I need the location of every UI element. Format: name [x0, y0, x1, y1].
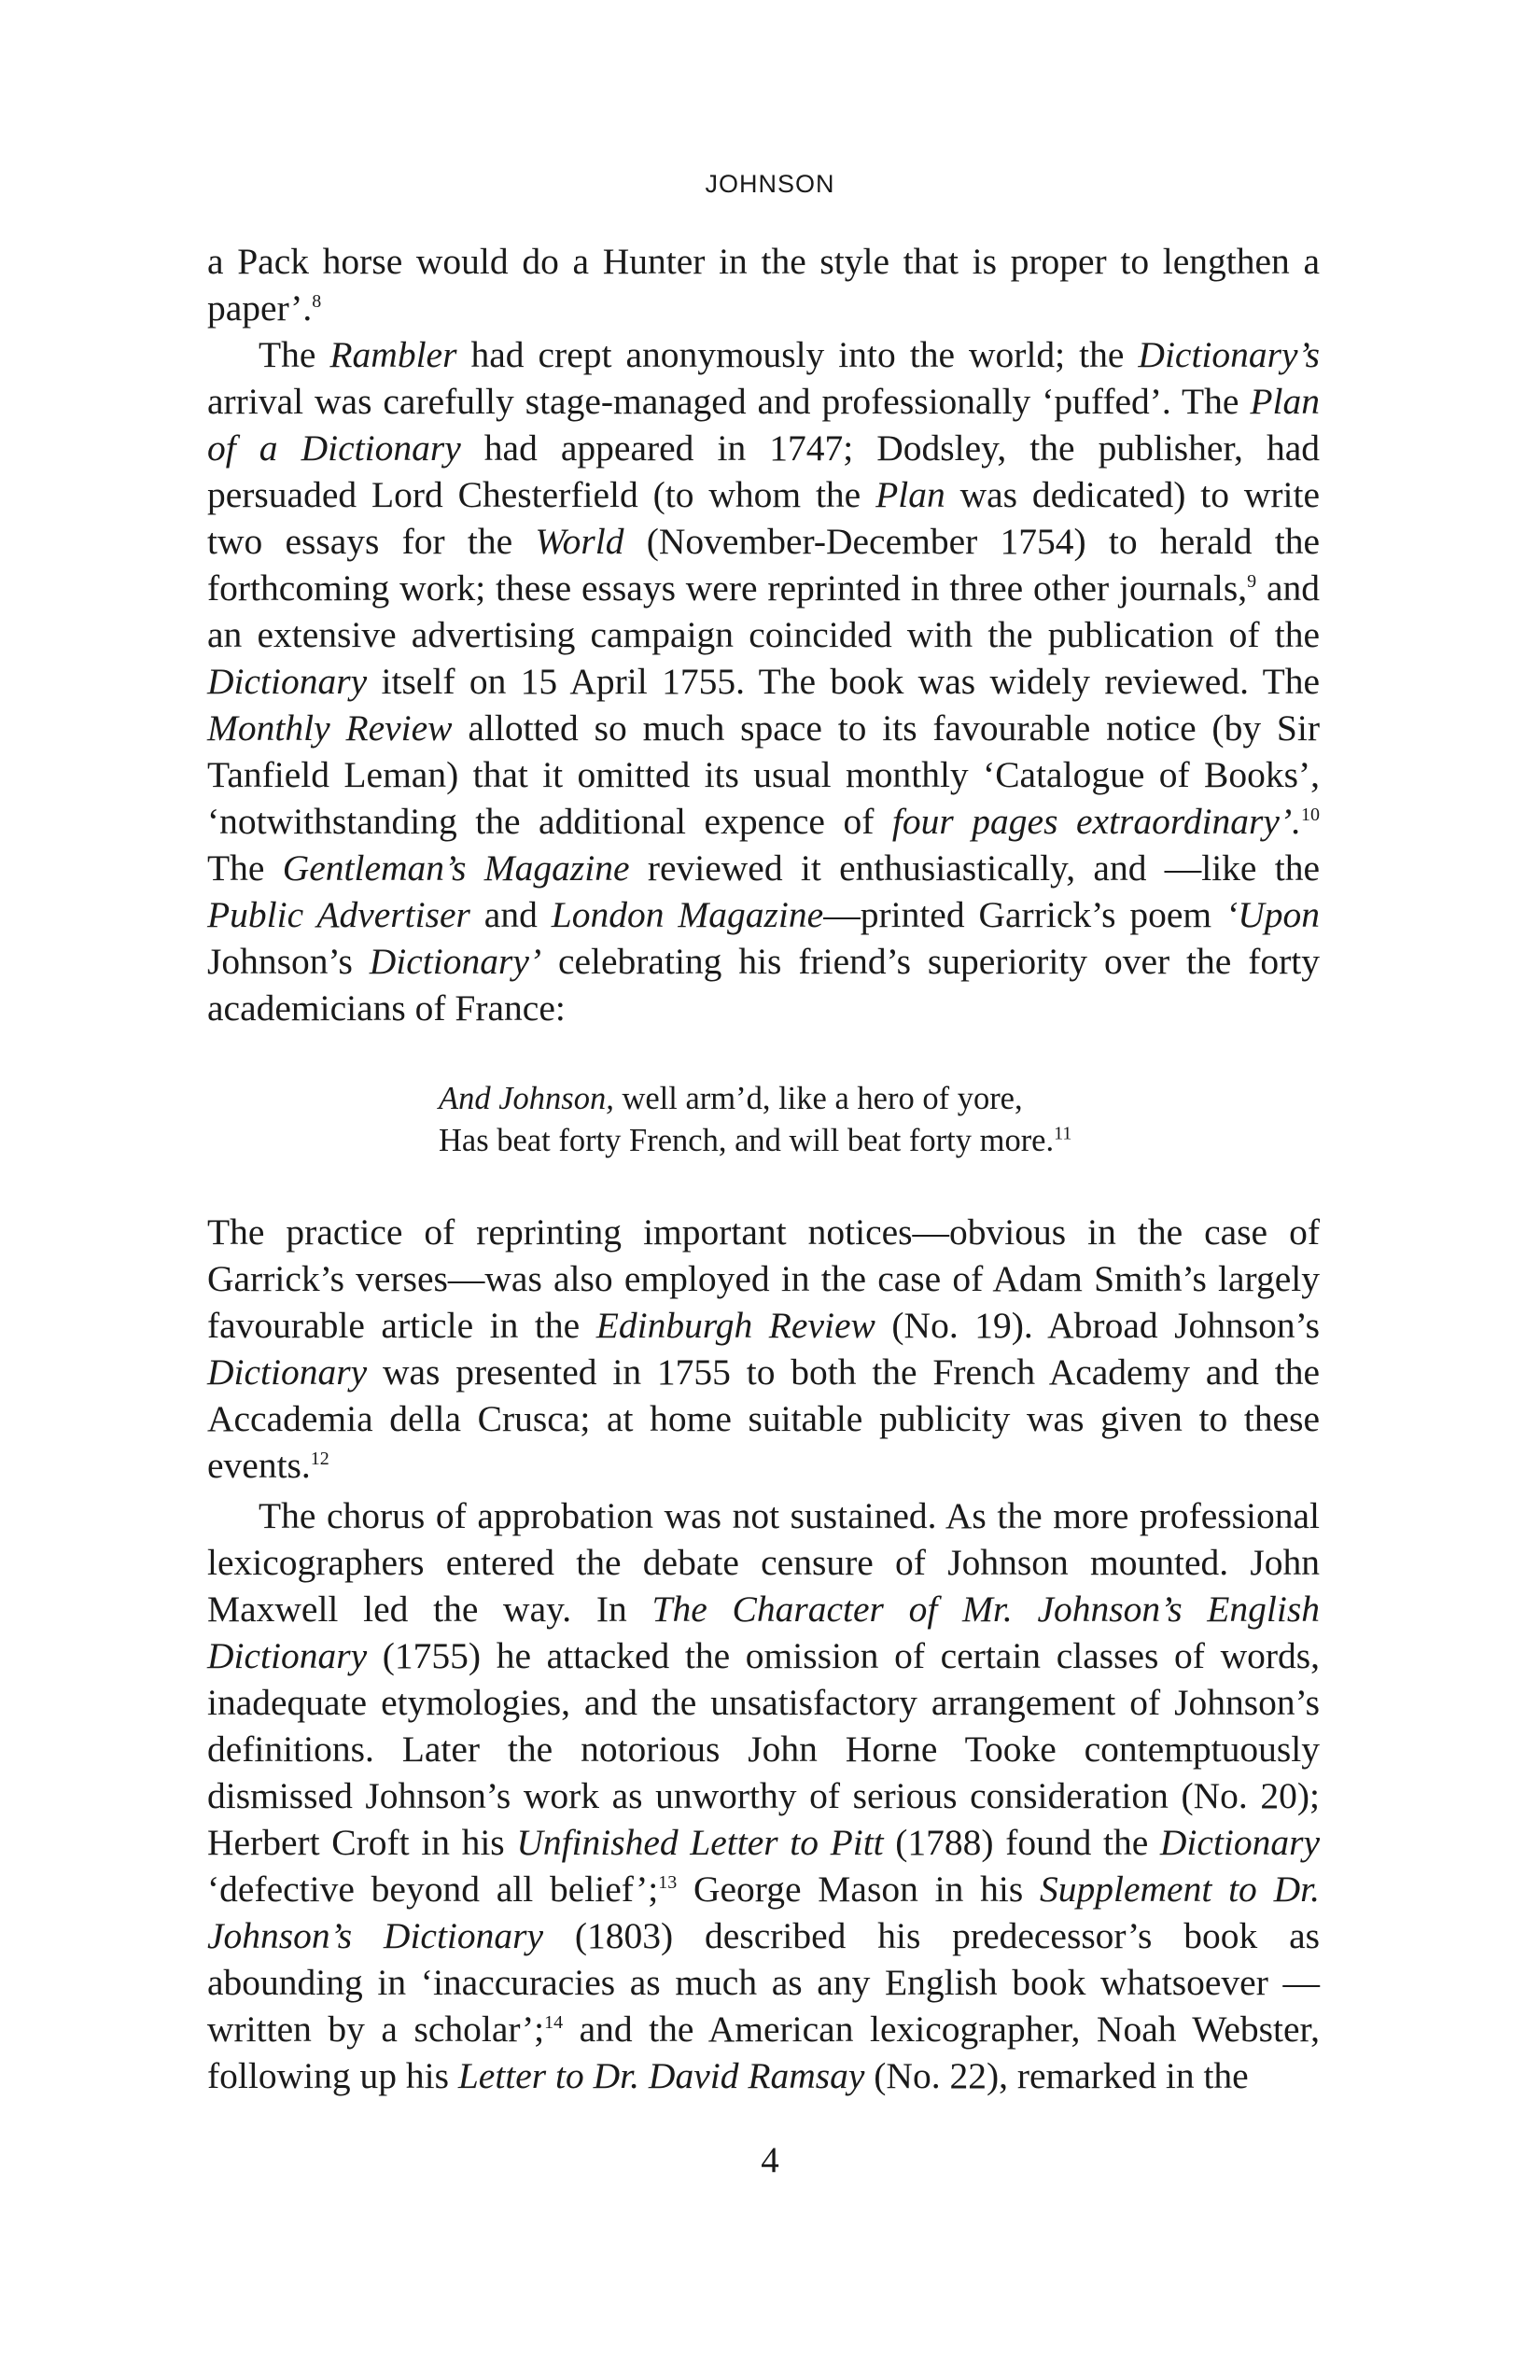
title-public-advertiser: Public Advertiser: [207, 894, 470, 935]
paragraph-1: a Pack horse would do a Hunter in the style that is proper to lengthen a paper’.$^8$: [207, 241, 1320, 329]
title-world: World: [535, 521, 624, 562]
title-dictionarys: Dictionary’s: [1138, 334, 1320, 375]
page-number: 4: [761, 2140, 779, 2180]
title-plan-of-a-dictionary: Plan of a Dictionary: [207, 381, 1320, 469]
title-character-of-mr-johnsons: The Character of Mr. Johnson’s English Dictionary: [207, 1589, 1320, 1676]
title-rambler: Rambler: [329, 334, 457, 375]
title-gentlemans-magazine: Gentleman’s Magazine: [282, 847, 630, 889]
footnote-ref-11: 11: [1054, 1123, 1072, 1144]
verse-line-2: Has beat forty French, and will beat forty more.$^{11}$: [439, 1123, 1072, 1158]
title-dictionary: Dictionary: [207, 661, 368, 702]
title-edinburgh-review: Edinburgh Review: [595, 1305, 875, 1346]
title-upon: ‘Upon: [1225, 894, 1321, 935]
footnote-ref-10: 10: [1300, 804, 1320, 825]
paragraph-2: The Rambler had crept anonymously into the world; the Dictionary’s arrival was carefully stage-managed and professionally ‘puffed’. The Plan of a Dictionary had appeared in 1747; Dodsley, the publisher, had persuaded Lord Chesterfield (to whom the Plan was dedicated) to write two essays for the World (November-December 1754) to herald the forthcoming work; these essays were reprinted in three other journals,$^9$ and an extensive advertising campaign coincided with the publication of the Dictionary itself on 15 April 1755. The book was widely reviewed. The Monthly Review allotted so much space to its favourable notice (by Sir Tanfield Leman) that it omitted its usual monthly ‘Catalogue of Books’, ‘notwithstanding the additional expence of four pages extraordinary’.$^{10}$ The Gentleman’s Magazine reviewed it enthusiastically, and —like the Public Advertiser and London Magazine—printed Garrick’s poem ‘Upon Johnson’s Dictionary’ celebrating his friend’s superiority over the forty academicians of France:: [207, 334, 1321, 1029]
footnote-ref-12: 12: [310, 1448, 329, 1469]
body-text: [207, 238, 1320, 2099]
title-unfinished-letter: Unfinished Letter to Pitt: [516, 1822, 884, 1863]
title-dictionary-quote: Dictionary’: [369, 941, 542, 982]
verse-quotation: [439, 1078, 1320, 1162]
title-monthly-review: Monthly Review: [207, 707, 453, 749]
title-dictionary: Dictionary: [1159, 1822, 1320, 1863]
paragraph-4: The chorus of approbation was not sustained. As the more professional lexicographers entered the debate censure of Johnson mounted. John Maxwell led the way. In The Character of Mr. Johnson’s English Dictionary (1755) he attacked the omission of certain classes of words, inadequate etymologies, and the unsatisfactory arrangement of Johnson’s definitions. Later the notorious John Horne Tooke contemptuously dismissed Johnson’s work as unworthy of serious consideration (No. 20); Herbert Croft in his Unfinished Letter to Pitt (1788) found the Dictionary ‘defective beyond all belief’;$^{13}$ George Mason in his Supplement to Dr. Johnson’s Dictionary (1803) described his predecessor’s book as abounding in ‘inaccuracies as much as any English book whatsoever — written by a scholar’;$^{14}$ and the American lexicographer, Noah Webster, following up his Letter to Dr. David Ramsay (No. 22), remarked in the: [207, 1495, 1320, 2096]
title-dictionary: Dictionary: [207, 1351, 368, 1393]
footnote-ref-9: 9: [1247, 570, 1257, 592]
verse-line-1: And Johnson, well arm’d, like a hero of yore,: [439, 1081, 1023, 1116]
footnote-ref-13: 13: [658, 1871, 678, 1893]
footnote-ref-8: 8: [312, 290, 322, 312]
quote-four-pages: four pages extraordinary’.: [891, 801, 1301, 842]
running-head: JOHNSON: [705, 170, 835, 198]
paragraph-3: The practice of reprinting important notices—obvious in the case of Garrick’s verses—was also employed in the case of Adam Smith’s largely favourable article in the Edinburgh Review (No. 19). Abroad Johnson’s Dictionary was presented in 1755 to both the French Academy and the Accademia della Crusca; at home suitable publicity was given to these events.$^{12}$: [207, 1211, 1320, 1486]
footnote-ref-14: 14: [544, 2011, 564, 2033]
title-london-magazine: London Magazine: [551, 894, 824, 935]
title-supplement: Supplement to Dr. Johnson’s Dictionary: [207, 1869, 1320, 1956]
title-letter-to-ramsay: Letter to Dr. David Ramsay: [457, 2055, 865, 2096]
title-plan: Plan: [875, 474, 945, 515]
